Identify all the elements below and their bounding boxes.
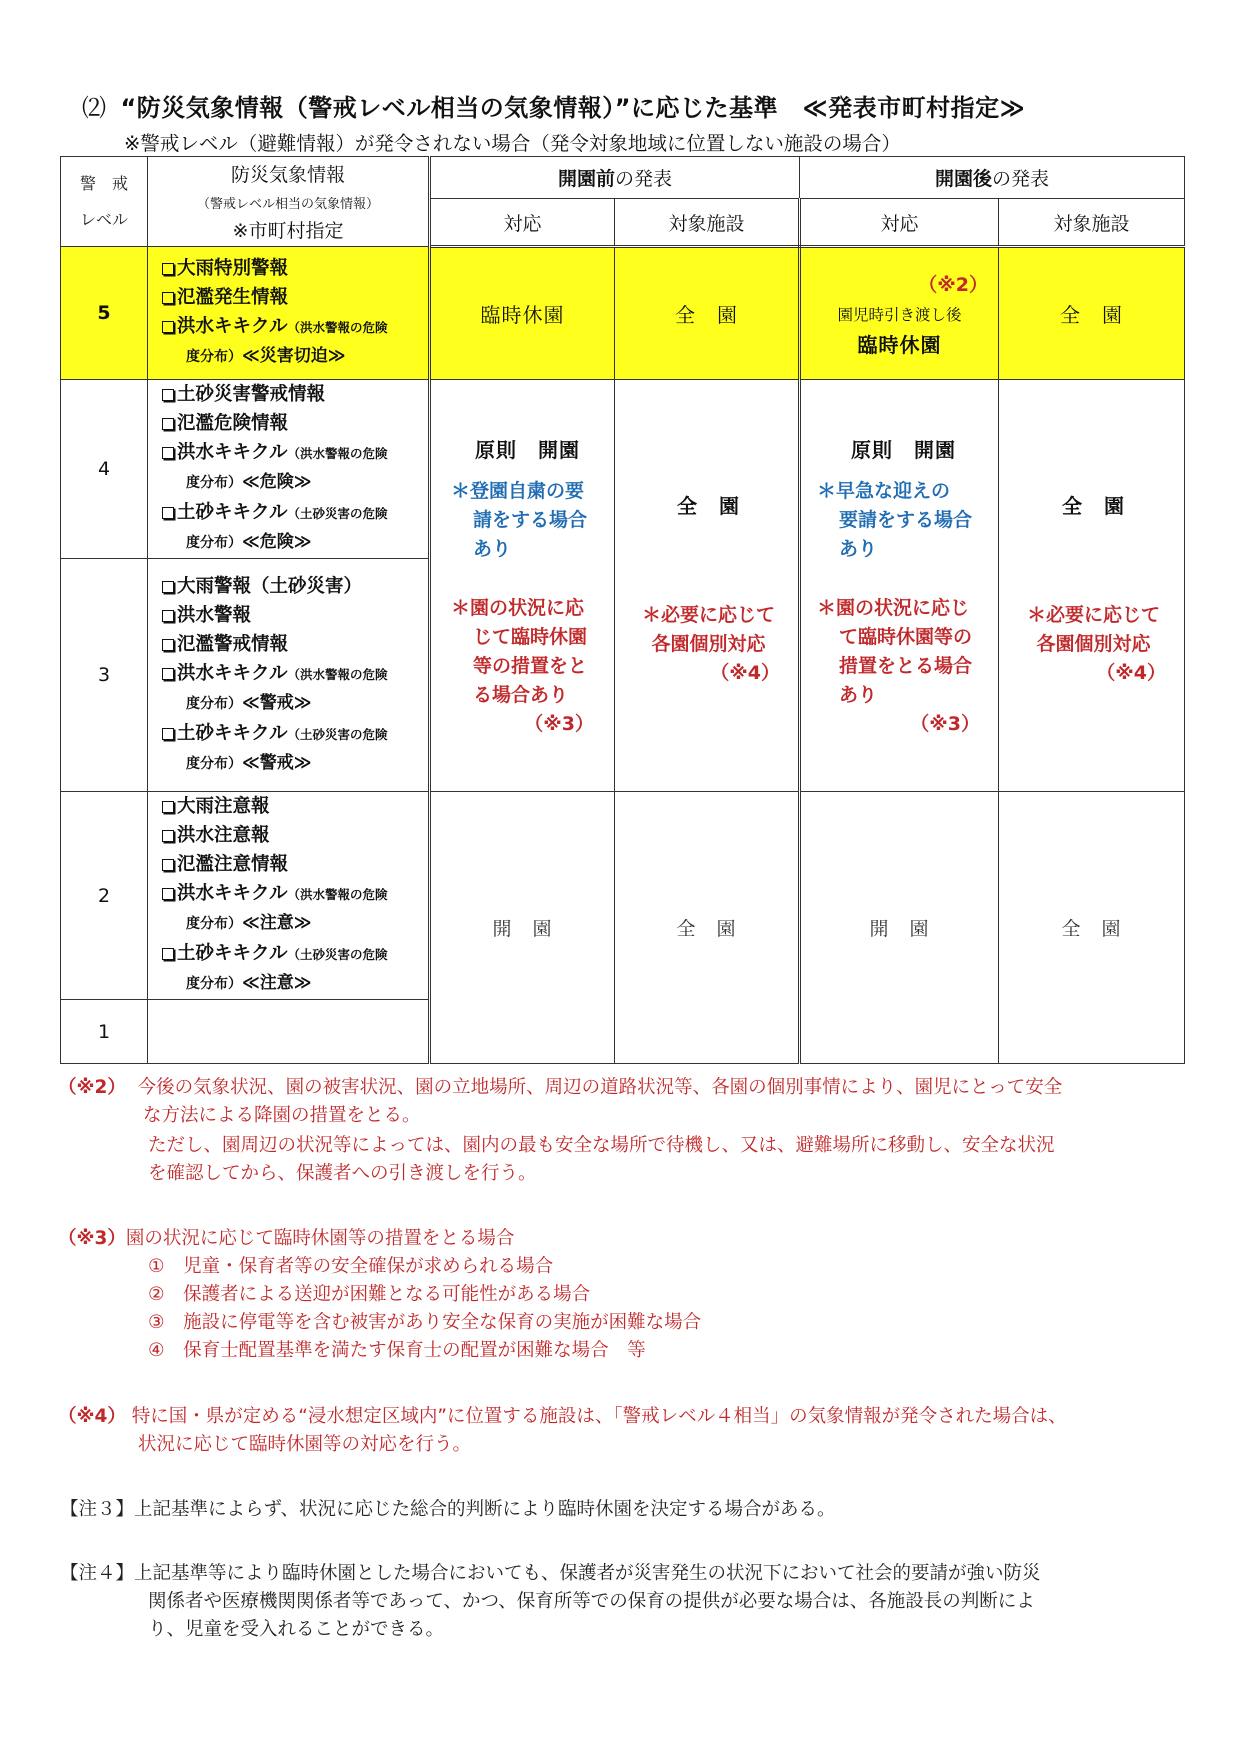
alert-item [162, 572, 428, 601]
before-response-merged [430, 380, 615, 792]
before-target-all: 全 園 [677, 494, 740, 518]
note-line: ＊登園自粛の要 [451, 480, 585, 502]
note-ref-4: （※4） [1096, 662, 1166, 684]
alerts-cell [148, 792, 430, 1000]
before-target-cell: 全 園 [615, 792, 800, 1064]
footnote-4-line2: 状況に応じて臨時休園等の対応を行う。 [138, 1434, 472, 1455]
note-ref-2: （※2） [918, 273, 988, 296]
alert-item [162, 254, 428, 283]
note-ref-3: （※3） [524, 713, 594, 735]
section-title [82, 88, 1025, 123]
note-line: ＊必要に応じて [1026, 604, 1160, 626]
after-target-all: 全 園 [1062, 494, 1125, 518]
note-4-line3: り、児童を受入れることができる。 [148, 1619, 445, 1640]
checkbox-icon [162, 418, 174, 430]
header-after-rest: の発表 [992, 168, 1050, 190]
alert-continuation [162, 969, 428, 999]
header-before-target: 対象施設 [615, 199, 800, 247]
alert-label: 土砂キキクル [177, 722, 288, 744]
header-level [61, 157, 148, 247]
after-principle: 原則 開園 [851, 438, 956, 462]
alert-continuation [162, 749, 428, 779]
alert-label: 大雨注意報 [177, 796, 270, 817]
note-line: 要請をする場合 [839, 509, 973, 531]
alert-continuation [162, 342, 428, 372]
checkbox-icon [162, 321, 174, 333]
checkbox-icon [162, 888, 174, 900]
alert-item [162, 879, 428, 909]
alert-continuation [162, 528, 428, 558]
checkbox-icon [162, 389, 174, 401]
before-principle: 原則 開園 [475, 438, 580, 462]
note-line: じて臨時休園 [473, 626, 588, 648]
footnote-2-line2: な方法による降園の措置をとる。 [143, 1105, 421, 1126]
after-target-merged [999, 380, 1185, 792]
alert-label: 洪水キキクル [177, 883, 288, 904]
header-after-bold: 開園後 [934, 168, 992, 190]
after-response-label: 臨時休園 [857, 332, 942, 357]
note-line: ＊園の状況に応じ [817, 597, 970, 619]
checkbox-icon [162, 830, 174, 842]
level-cell [61, 792, 148, 1000]
alert-severity: ≪注意≫ [242, 973, 312, 993]
table-row-level-4 [61, 380, 1185, 559]
after-response-cell: 開 園 [800, 792, 999, 1064]
alerts-cell [148, 380, 430, 559]
note-line: あり [839, 538, 878, 560]
level-number: 5 [97, 302, 111, 324]
level-number: 2 [97, 884, 111, 907]
alert-label: 洪水警報 [177, 604, 252, 626]
table-row-level-5 [61, 247, 1185, 380]
alert-label: 大雨特別警報 [177, 258, 289, 279]
alert-label: 土砂キキクル [177, 943, 288, 964]
header-info-designation: ※市町村指定 [232, 220, 344, 242]
alert-continuation [162, 689, 428, 719]
alert-severity: ≪警戒≫ [242, 692, 312, 713]
alert-item [162, 409, 428, 438]
header-level-bottom: レベル [79, 209, 128, 229]
table-row-level-2 [61, 792, 1185, 1000]
alert-severity: ≪危険≫ [242, 472, 312, 492]
alert-note: （土砂災害の危険 [287, 506, 388, 521]
level-cell [61, 247, 148, 380]
header-info [148, 157, 430, 247]
note-line: 措置をとる場合 [839, 655, 973, 677]
alert-label: 洪水キキクル [177, 442, 288, 463]
alert-label: 氾濫発生情報 [177, 287, 289, 308]
note-line: 等の措置をと [473, 655, 588, 677]
alerts-cell-empty [148, 1000, 430, 1064]
section-number: ⑵ [82, 94, 107, 122]
note-line: 各園個別対応 [651, 633, 766, 655]
checkbox-icon [162, 263, 174, 275]
header-before-rest: の発表 [615, 168, 673, 190]
alert-continuation [162, 468, 428, 498]
note-3: 【注３】上記基準によらず、状況に応じた総合的判断により臨時休園を決定する場合がある。 [60, 1499, 836, 1520]
footnote-3-title [58, 1225, 514, 1253]
footnote-text: 特に国・県が定める“浸水想定区域内”に位置する施設は、「警戒レベル４相当」の気象情報が発令された場合は、 [131, 1406, 1067, 1427]
alert-item [162, 821, 428, 850]
alert-label: 洪水キキクル [177, 662, 288, 684]
note-line: る場合あり [473, 684, 569, 706]
alert-severity: ≪警戒≫ [242, 752, 312, 773]
before-blue-note [451, 477, 604, 564]
footnote-2-line1 [58, 1074, 1062, 1102]
checkbox-icon [162, 581, 174, 593]
alert-note: 度分布） [186, 755, 242, 772]
header-after-target: 対象施設 [999, 199, 1185, 247]
alert-note: （土砂災害の危険 [287, 726, 388, 742]
after-red-note [817, 594, 990, 739]
checkbox-icon [162, 948, 174, 960]
alerts-cell [148, 247, 430, 380]
note-ref-3: （※3） [910, 713, 980, 735]
before-response-cell: 開 園 [430, 792, 615, 1064]
footnote-mark: （※2） [58, 1077, 126, 1098]
alert-note: 度分布） [186, 916, 242, 932]
note-line: ＊早急な迎えの [817, 480, 951, 502]
alert-label: 土砂キキクル [177, 502, 288, 523]
checkbox-icon [162, 610, 174, 622]
alert-note: 度分布） [186, 535, 242, 551]
after-target-cell: 全 園 [999, 792, 1185, 1064]
level-number: 1 [97, 1020, 111, 1043]
level-cell [61, 380, 148, 559]
header-before-bold: 開園前 [557, 168, 615, 190]
alert-item [162, 792, 428, 821]
alert-label: 土砂災害警戒情報 [177, 384, 326, 405]
footnote-2-line4: を確認してから、保護者への引き渡しを行う。 [148, 1163, 537, 1184]
alert-item [162, 659, 428, 689]
alert-severity: ≪注意≫ [242, 913, 312, 933]
alert-label: 洪水注意報 [177, 825, 270, 846]
alert-continuation [162, 909, 428, 939]
alerts-cell [148, 559, 430, 792]
alert-note: （洪水警報の危険 [287, 320, 388, 335]
alert-item [162, 601, 428, 630]
alert-note: 度分布） [186, 695, 242, 712]
alert-item [162, 312, 428, 342]
header-info-note: （警戒レベル相当の気象情報） [196, 197, 379, 212]
footnote-4-line1 [58, 1403, 1067, 1431]
alert-item [162, 438, 428, 468]
alert-item [162, 380, 428, 409]
alert-severity: ≪危険≫ [242, 532, 312, 552]
after-blue-note [817, 477, 990, 564]
alert-item [162, 719, 428, 749]
note-line: ＊必要に応じて [641, 604, 775, 626]
after-target-note [1011, 601, 1176, 688]
header-after-response: 対応 [800, 199, 999, 247]
alert-note: （洪水警報の危険 [287, 446, 388, 461]
criteria-table [60, 156, 1185, 1064]
note-line: 請をする場合 [473, 509, 588, 531]
checkbox-icon [162, 639, 174, 651]
footnote-2-line3: ただし、園周辺の状況等によっては、園内の最も安全な場所で待機し、又は、避難場所に移動し、安全な状況 [148, 1135, 1055, 1156]
note-line: ＊園の状況に応 [451, 597, 585, 619]
footnote-text: 今後の気象状況、園の被害状況、園の立地場所、周辺の道路状況等、各園の個別事情により、園児にとって安全 [137, 1077, 1063, 1098]
header-before-opening [430, 157, 800, 199]
alert-note: （洪水警報の危険 [287, 666, 388, 682]
alert-note: 度分布） [186, 349, 242, 365]
level-number: 4 [97, 458, 111, 480]
footnote-3-item: ② 保護者による送迎が困難となる可能性がある場合 [148, 1284, 591, 1305]
level-cell [61, 1000, 148, 1064]
after-response-merged [800, 380, 999, 792]
checkbox-icon [162, 859, 174, 871]
alert-severity: ≪災害切迫≫ [242, 346, 346, 366]
level-number: 3 [97, 664, 111, 686]
before-red-note [451, 594, 604, 739]
alert-label: 大雨警報（土砂災害） [177, 575, 363, 597]
after-target-cell: 全 園 [999, 247, 1185, 380]
header-after-opening [800, 157, 1185, 199]
note-4-line2: 関係者や医療機関関係者等であって、かつ、保育所等での保育の提供が必要な場合は、各施設長の判断によ [148, 1591, 1035, 1612]
alert-note: （土砂災害の危険 [287, 947, 388, 962]
checkbox-icon [162, 728, 174, 740]
note-ref-4: （※4） [710, 662, 780, 684]
checkbox-icon [162, 801, 174, 813]
note-4-line1: 【注４】上記基準等により臨時休園とした場合においても、保護者が災害発生の状況下において社会的要請が強い防災 [60, 1563, 1041, 1584]
after-response-cell [800, 247, 999, 380]
alert-note: 度分布） [186, 976, 242, 992]
note-line: 各園個別対応 [1036, 633, 1151, 655]
footnote-mark: （※3） [58, 1228, 126, 1249]
before-target-cell: 全 園 [615, 247, 800, 380]
checkbox-icon [162, 507, 174, 519]
table-header-row [61, 157, 1185, 199]
alert-note: （洪水警報の危険 [287, 887, 388, 902]
alert-label: 洪水キキクル [177, 316, 288, 337]
footnote-text: 園の状況に応じて臨時休園等の措置をとる場合 [125, 1228, 515, 1249]
before-response-cell: 臨時休園 [430, 247, 615, 380]
checkbox-icon [162, 668, 174, 680]
note-line: て臨時休園等の [839, 626, 973, 648]
section-subtitle: ※警戒レベル（避難情報）が発令されない場合（発令対象地域に位置しない施設の場合） [124, 132, 901, 155]
alert-item [162, 283, 428, 312]
header-level-top: 警 戒 [79, 173, 128, 193]
note-line: あり [839, 684, 878, 706]
alert-label: 氾濫危険情報 [177, 413, 289, 434]
before-target-note [627, 601, 790, 688]
header-before-response: 対応 [430, 199, 615, 247]
alert-label: 氾濫注意情報 [177, 854, 289, 875]
level-cell [61, 559, 148, 792]
alert-item [162, 850, 428, 879]
alert-item [162, 498, 428, 528]
checkbox-icon [162, 447, 174, 459]
checkbox-icon [162, 292, 174, 304]
before-target-merged [615, 380, 800, 792]
footnote-3-item: ① 児童・保育者等の安全確保が求められる場合 [148, 1256, 554, 1277]
footnote-3-item: ③ 施設に停電等を含む被害があり安全な保育の実施が困難な場合 [148, 1312, 702, 1333]
alert-label: 氾濫警戒情報 [177, 633, 289, 655]
alert-item [162, 939, 428, 969]
header-info-title: 防災気象情報 [230, 164, 345, 186]
footnote-3-item: ④ 保育士配置基準を満たす保育士の配置が困難な場合 等 [148, 1340, 646, 1361]
handover-note: 園児時引き渡し後 [837, 305, 962, 324]
note-line: あり [473, 538, 512, 560]
alert-note: 度分布） [186, 475, 242, 491]
alert-item [162, 630, 428, 659]
section-heading: “防災気象情報（警戒レベル相当の気象情報）”に応じた基準 ≪発表市町村指定≫ [120, 94, 1026, 122]
footnote-mark: （※4） [58, 1406, 126, 1427]
